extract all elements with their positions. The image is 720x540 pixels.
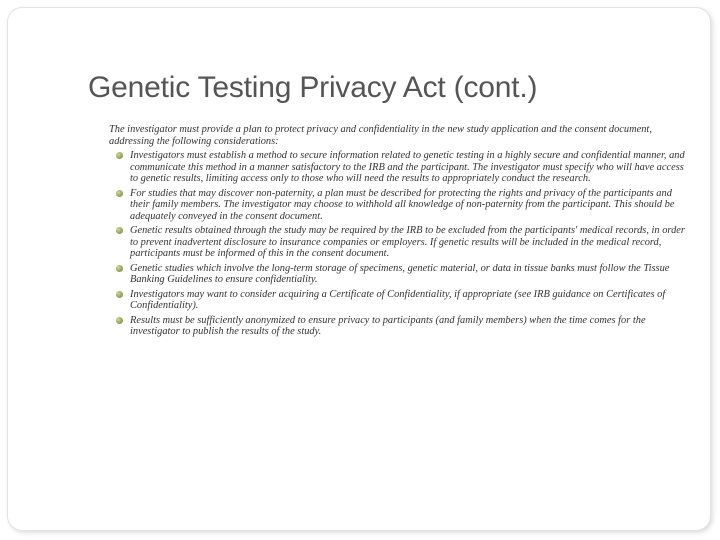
bullet-list xyxy=(109,150,689,338)
bullet-item-medical-records xyxy=(109,225,689,260)
bullet-item-certificate xyxy=(109,289,689,312)
bullet-text: Genetic studies which involve the long-term storage of specimens, genetic material, or data in tissue banks must follow the Tissue Banking Guidelines to ensure confidentiality. xyxy=(130,262,670,285)
bullet-dot-icon xyxy=(116,190,123,197)
slide-frame xyxy=(8,8,710,530)
slide-body xyxy=(109,124,689,341)
bullet-item-anonymized xyxy=(109,315,689,338)
bullet-dot-icon xyxy=(116,152,123,159)
bullet-item-access xyxy=(109,150,689,185)
slide-title: Genetic Testing Privacy Act (cont.) xyxy=(88,71,538,104)
bullet-text: Investigators must establish a method to secure information related to genetic testing in a highly secure and confidential manner, and communicate this method in a manner satisfactory to the IRB and the participant. The investigator must specify who will have access to genetic results, limiting access only to those who will need the results to appropriately conduct the research. xyxy=(130,150,685,184)
bullet-text: Investigators may want to consider acquiring a Certificate of Confidentiality, if appropriate (see IRB guidance on Certificates of Confidentiality). xyxy=(130,288,666,311)
bullet-item-non-paternity xyxy=(109,188,689,223)
bullet-dot-icon xyxy=(116,227,123,234)
intro-paragraph: The investigator must provide a plan to protect privacy and confidentiality in the new study application and the consent document, addressing the following considerations: xyxy=(109,124,652,147)
bullet-text: Results must be sufficiently anonymized to ensure privacy to participants (and family members) when the time comes for the investigator to publish the results of the study. xyxy=(130,314,646,337)
bullet-dot-icon xyxy=(116,291,123,298)
bullet-dot-icon xyxy=(116,265,123,272)
bullet-dot-icon xyxy=(116,317,123,324)
bullet-text: Genetic results obtained through the study may be required by the IRB to be excluded from the participants' medical records, in order to prevent inadvertent disclosure to insurance companies or employers. If genetic results will be included in the medical record, participants must be informed of this in the consent document. xyxy=(130,225,685,259)
bullet-item-tissue-banking xyxy=(109,263,689,286)
bullet-text: For studies that may discover non-paternity, a plan must be described for protecting the rights and privacy of the participants and their family members. The investigator may choose to withhold all knowledge of non-paternity from the participant. This should be adequately conveyed in the consent document. xyxy=(130,187,675,222)
